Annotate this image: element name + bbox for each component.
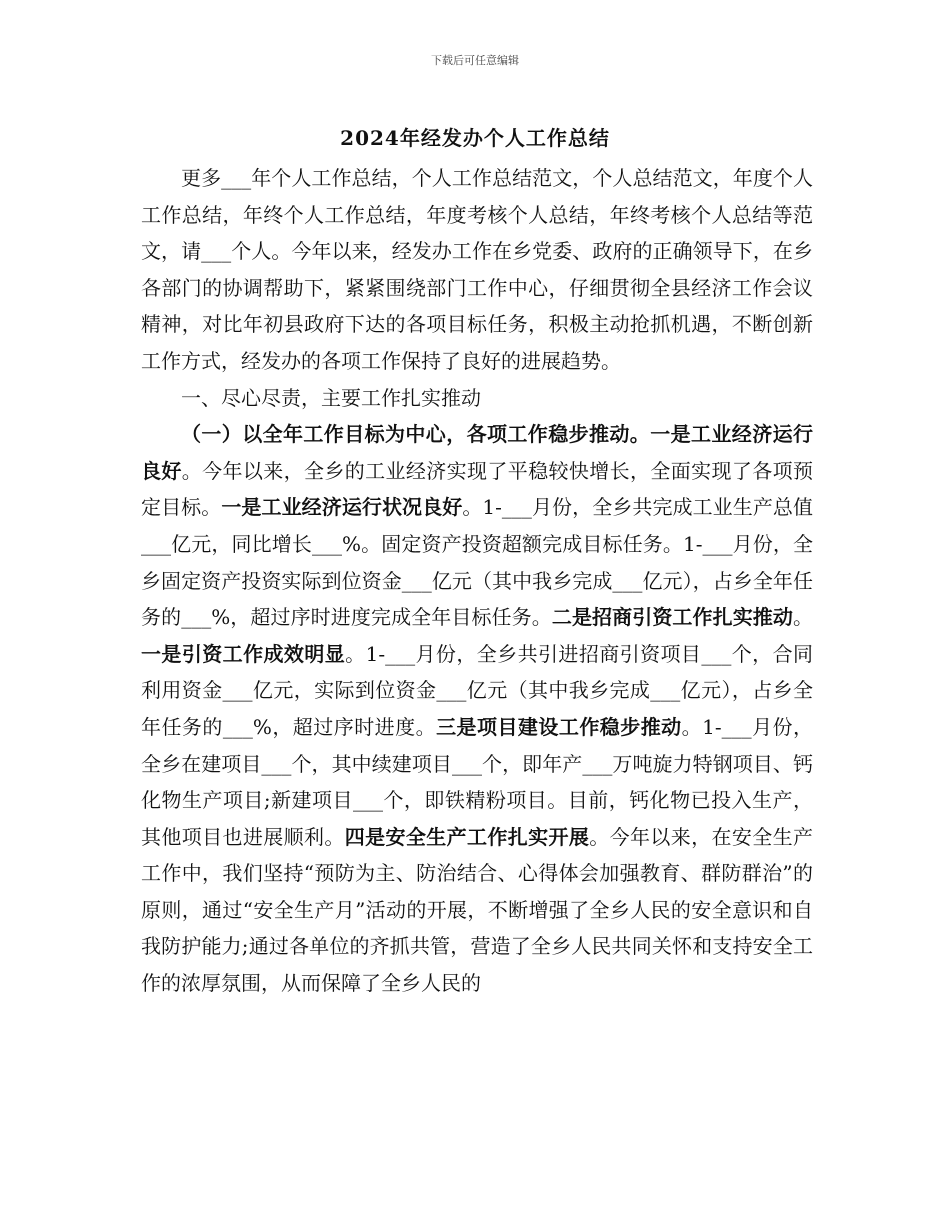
bold-lead-text: 三是项目建设工作稳步推动: [436, 714, 682, 739]
header-note: 下载后可任意编辑: [431, 54, 519, 67]
paragraph-text: 。1-___月份，全乡共引进招商引资项目___个，合同利用资金___亿元，实际到位资金___亿元（其中我乡完成___亿元），占乡全年任务的___%，超过序时进度。: [141, 641, 813, 739]
document-body: [141, 160, 813, 1002]
bold-lead-text: 四是安全生产工作扎实开展: [344, 824, 590, 849]
bold-lead-text: 一是工业经济运行状况良好: [221, 495, 463, 520]
document-title: 2024年经发办个人工作总结: [340, 126, 610, 150]
subheading-text: （一）以全年工作目标为中心，各项工作稳步推动。一是工业经济运行良好: [141, 422, 813, 483]
bold-lead-text: 二是招商引资工作扎实推动: [551, 605, 793, 630]
paragraph-text: 。今年以来，在安全生产工作中，我们坚持“预防为主、防治结合、心得体会加强教育、群防群治”的原则，通过“安全生产月”活动的开展，不断增强了全乡人民的安全意识和自我防护能力;通过各单位的齐抓共管，营造了全乡人民共同关怀和支持安全工作的浓厚氛围，从而保障了全乡人民的: [141, 824, 813, 996]
paragraph-text: 。1-___月份，全乡共完成工业生产总值___亿元，同比增长___%。固定资产投资超额完成目标任务。1-___月份，全乡固定资产投资实际到位资金___亿元（其中我乡完成___亿元），占乡全年任务的___%，超过序时进度完成全年目标任务。: [141, 495, 814, 630]
bold-lead-text: 一是引资工作成效明显: [141, 641, 346, 666]
paragraph-text: 更多___年个人工作总结，个人工作总结范文，个人总结范文，年度个人工作总结，年终个人工作总结，年度考核个人总结，年终考核个人总结等范文，请___个人。今年以来，经发办工作在乡党委、政府的正确领导下，在乡各部门的协调帮助下，紧紧围绕部门工作中心，仔细贯彻全县经济工作会议精神，对比年初县政府下达的各项目标任务，积极主动抢抓机遇，不断创新工作方式，经发办的各项工作保持了良好的进展趋势。: [141, 166, 813, 373]
section-heading-text: 一、尽心尽责，主要工作扎实推动: [181, 385, 481, 410]
paragraph-body: [141, 416, 813, 1002]
paragraph-text: 。1-___月份，全乡在建项目___个，其中续建项目___个，即年产___万吨旋力特钢项目、钙化物生产项目;新建项目___个，即铁精粉项目。目前，钙化物已投入生产，其他项目也进展顺利。: [141, 714, 814, 849]
section-heading: [141, 380, 813, 417]
paragraph-intro: [141, 160, 813, 380]
paragraph-text: 。今年以来，全乡的工业经济实现了平稳较快增长，全面实现了各项预定目标。: [141, 458, 813, 520]
paragraph-text: 。: [793, 605, 813, 630]
